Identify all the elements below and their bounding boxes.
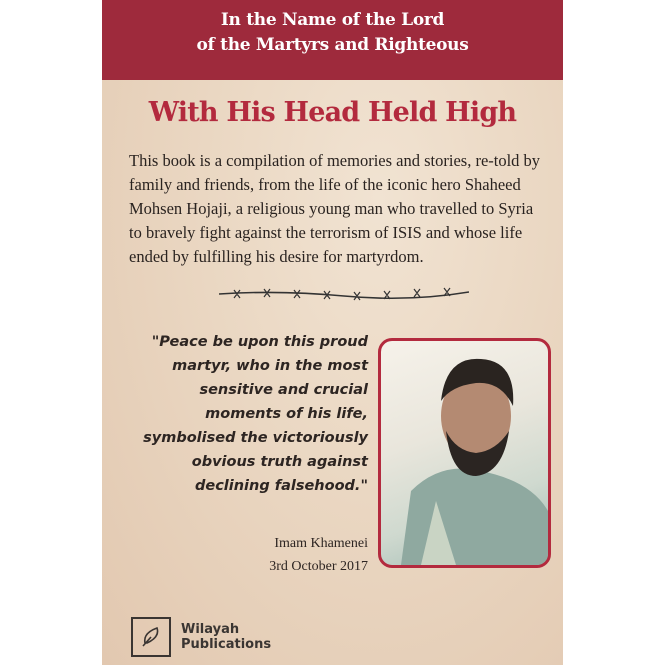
quote-author: Imam Khamenei [274, 536, 368, 551]
quote-line: moments of his life, [205, 406, 368, 422]
quote-line: obvious truth against [191, 454, 368, 470]
header-line-1: In the Name of the Lord [220, 10, 445, 30]
header-banner [102, 0, 563, 80]
quote-line: declining falsehood." [194, 478, 368, 494]
quote-line: martyr, who in the most [172, 358, 368, 374]
book-title: With His Head Held High [148, 97, 517, 128]
feather-icon [131, 617, 171, 657]
publisher-name-line-1: Wilayah [181, 622, 240, 637]
quote-date: 3rd October 2017 [269, 559, 368, 574]
quote-line: sensitive and crucial [199, 382, 368, 398]
barbed-wire-divider [219, 286, 469, 306]
quote-attribution [162, 532, 368, 578]
quote [122, 330, 368, 498]
quote-line: "Peace be upon this proud [151, 334, 368, 350]
portrait-illustration [381, 341, 548, 565]
book-back-cover [102, 0, 563, 665]
publisher-logo [131, 617, 271, 657]
publisher-name-line-2: Publications [181, 637, 272, 652]
header-line-2: of the Martyrs and Righteous [196, 35, 469, 55]
portrait-photo [378, 338, 551, 568]
quote-line: symbolised the victoriously [143, 430, 368, 446]
book-description: This book is a compilation of memories and stories, re-told by family and friends, from the life of the iconic hero Shaheed Mohsen Hojaji, a religious young man who travelled to Syria to bravely fight against the terrorism of ISIS and whose life ended by fulfilling his desire for martyrdom. [129, 151, 541, 266]
